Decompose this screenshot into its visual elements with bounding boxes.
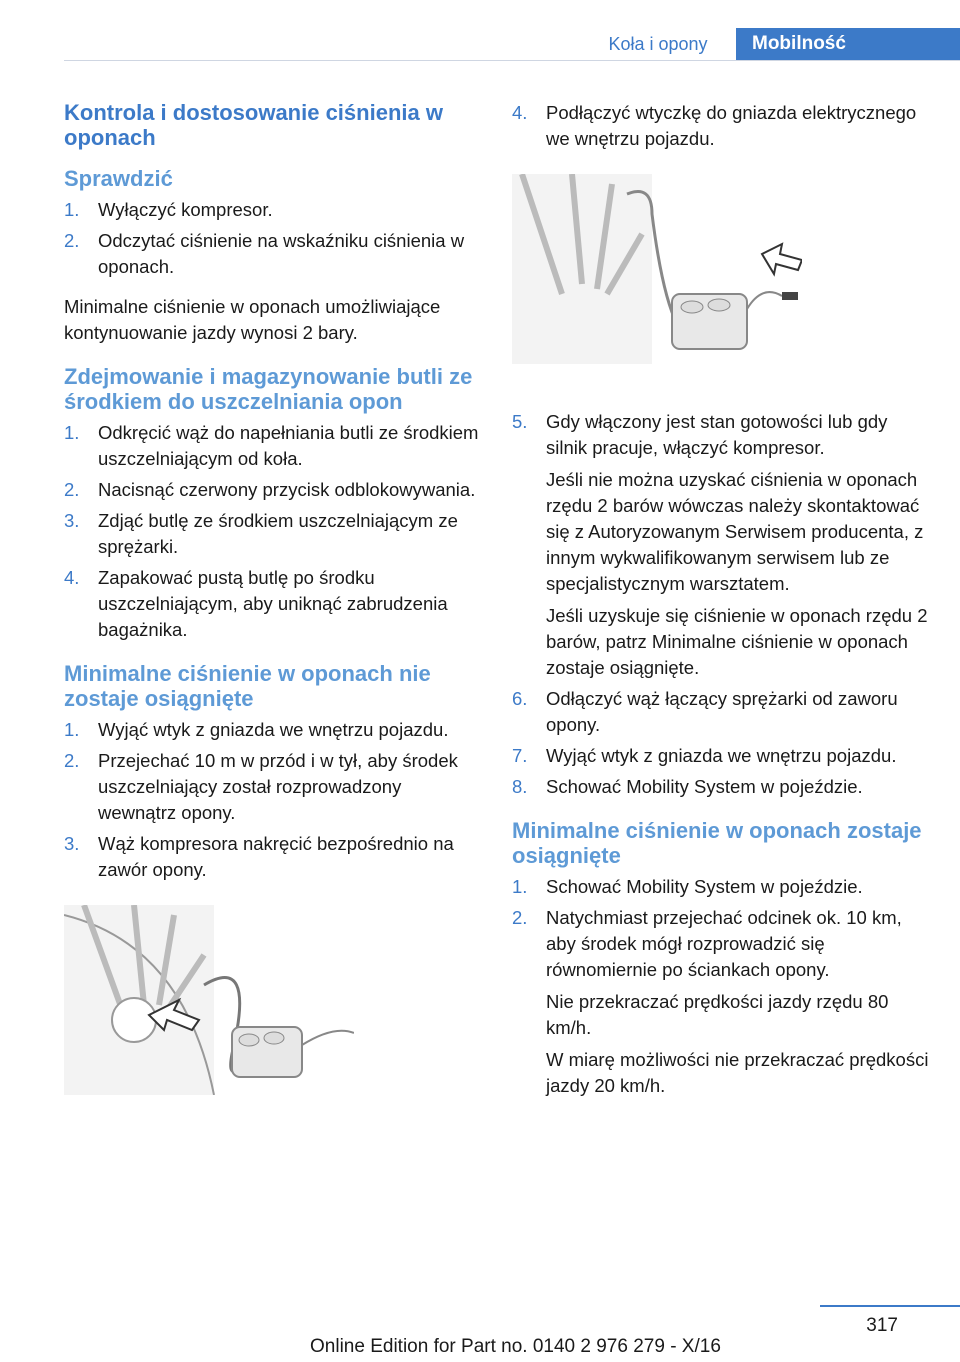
- reached-heading: Minimalne ciśnienie w oponach zostaje osiągnięte: [512, 818, 922, 868]
- remove-heading: Zdejmowanie i magazynowanie butli ze środkiem do uszczelniania opon: [64, 364, 473, 414]
- list-item: 6. Odłączyć wąż łączący sprężarki od zaworu opony.: [512, 688, 898, 735]
- list-item: 1. Odkręcić wąż do napełniania butli ze środkiem uszczelniającym od koła.: [64, 422, 479, 469]
- list-item: 7. Wyjąć wtyk z gniazda we wnętrzu pojazdu.: [512, 745, 897, 766]
- list-item: 8. Schować Mobility System w pojeździe.: [512, 776, 863, 797]
- list-item: 2. Natychmiast przejechać odcinek ok. 10 km, aby środek mógł rozprowadzić się równomiernie po ściankach opony. Nie przekraczać prędkości jazdy rzędu 80 km/h. W miarę możliwości nie przekraczać prędkości jazdy 20 km/h.: [512, 907, 929, 1096]
- footer-divider: [820, 1305, 960, 1307]
- header-divider: [64, 60, 960, 61]
- list-item: 3. Zdjąć butlę ze środkiem uszczelniającym ze sprężarki.: [64, 510, 458, 557]
- header-section: Koła i opony: [608, 34, 708, 54]
- page-number: 317: [866, 1315, 898, 1336]
- reached-steps: [512, 874, 932, 1099]
- check-heading: Sprawdzić: [64, 166, 173, 191]
- page-title: Kontrola i dostosowanie ciśnienia w oponach: [64, 100, 443, 150]
- right-column: [512, 100, 932, 1113]
- compressor-plug-illustration: [512, 174, 802, 364]
- header-chapter: Mobilność: [736, 28, 960, 60]
- list-item: 5. Gdy włączony jest stan gotowości lub gdy silnik pracuje, włączyć kompresor. Jeśli nie można uzyskać ciśnienia w oponach rzędu 2 barów wówczas należy skontaktować się z Autoryzowanym Serwisem producenta, z innym wykwalifikowanym serwisem lub ze specjalistycznym warsztatem. Jeśli uzyskuje się ciśnienie w oponach rzędu 2 barów, patrz Minimalne ciśnienie w oponach zostaje osiągnięte.: [512, 411, 928, 678]
- check-steps: [64, 197, 480, 280]
- steps-a: [512, 100, 932, 152]
- list-item: 4. Zapakować pustą butlę po środku uszczelniającym, aby uniknąć zabrudzenia bagażnika.: [64, 567, 448, 640]
- list-item: 1. Wyłączyć kompresor.: [64, 199, 273, 220]
- list-item: 3. Wąż kompresora nakręcić bezpośrednio na zawór opony.: [64, 833, 454, 880]
- list-item: 1. Schować Mobility System w pojeździe.: [512, 876, 863, 897]
- min-pressure-text: Minimalne ciśnienie w oponach umożliwiające kontynuowanie jazdy wynosi 2 bary.: [64, 296, 441, 343]
- list-item: 2. Odczytać ciśnienie na wskaźniku ciśnienia w oponach.: [64, 230, 465, 277]
- list-item: 4. Podłączyć wtyczkę do gniazda elektrycznego we wnętrzu pojazdu.: [512, 102, 917, 149]
- not-reached-heading: Minimalne ciśnienie w oponach nie zostaje osiągnięte: [64, 661, 431, 711]
- list-item: 2. Nacisnąć czerwony przycisk odblokowywania.: [64, 479, 476, 500]
- list-item: 1. Wyjąć wtyk z gniazda we wnętrzu pojazdu.: [64, 719, 449, 740]
- list-item: 2. Przejechać 10 m w przód i w tył, aby środek uszczelniający został rozprowadzony wewnątrz opony.: [64, 750, 458, 823]
- not-reached-steps: [64, 717, 480, 883]
- left-column: [64, 100, 480, 1114]
- edition-text: Online Edition for Part no. 0140 2 976 279 - X/16: [310, 1336, 721, 1357]
- compressor-valve-illustration: [64, 905, 354, 1095]
- remove-steps: [64, 420, 480, 643]
- steps-b: [512, 409, 932, 800]
